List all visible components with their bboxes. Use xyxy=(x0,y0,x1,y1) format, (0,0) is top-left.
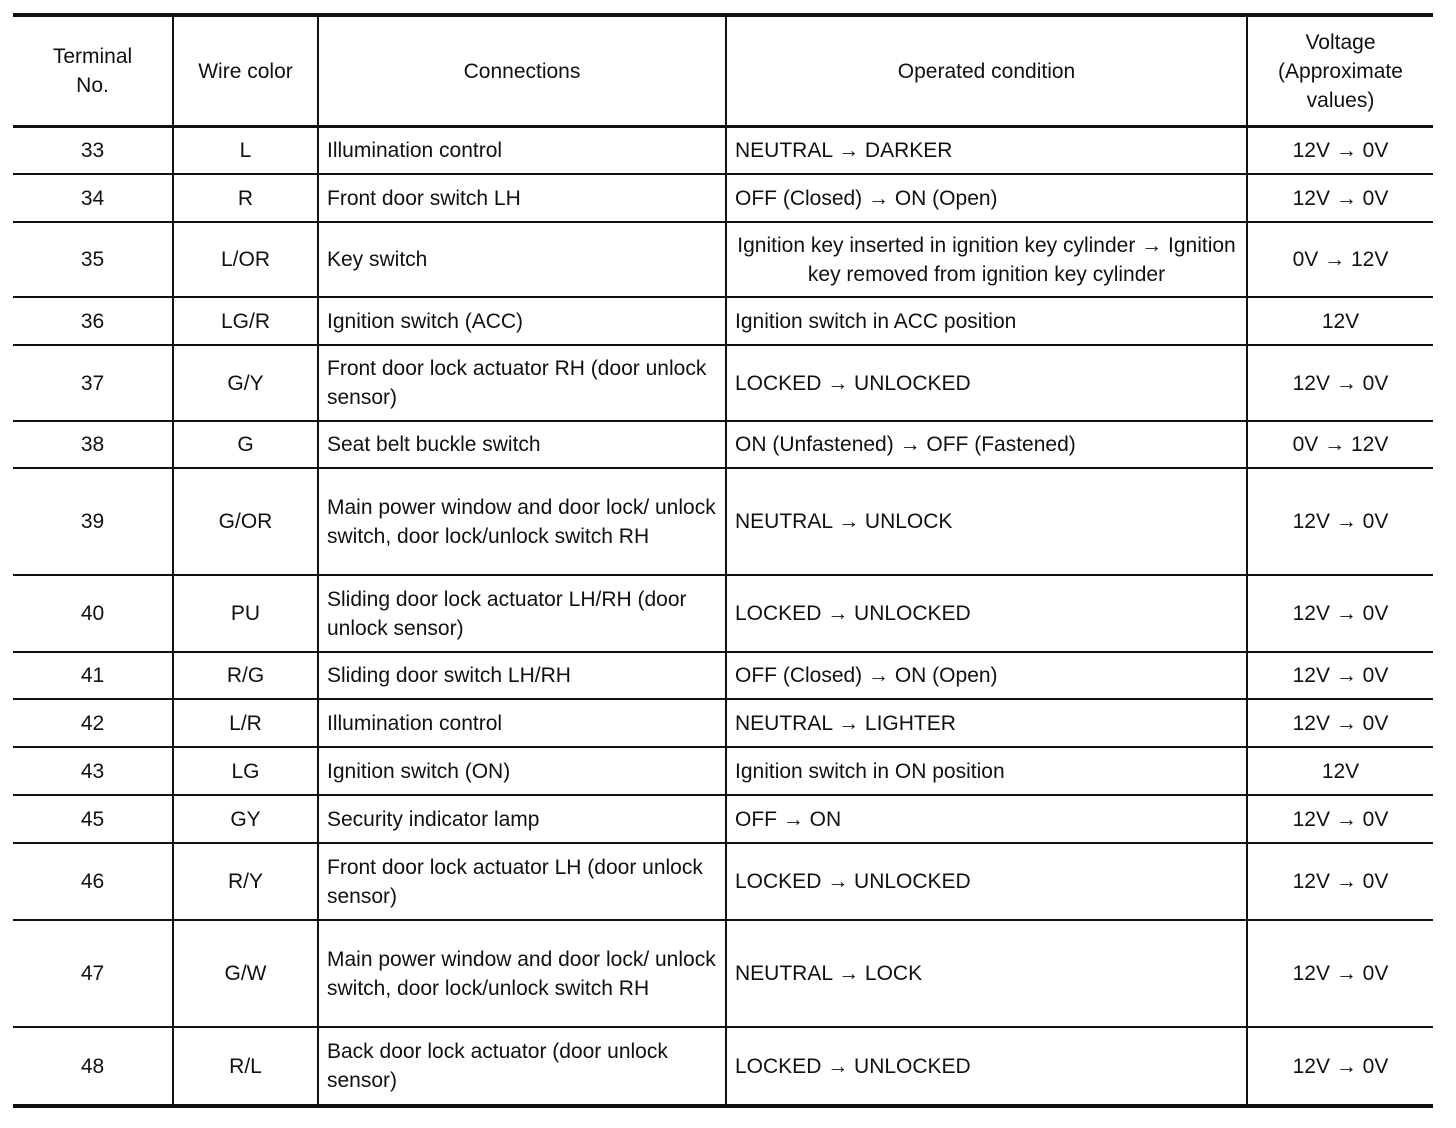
table-row xyxy=(13,652,1433,699)
terminal-no-cell: 38 xyxy=(13,421,173,468)
table-row xyxy=(13,345,1433,421)
wire-color-cell: GY xyxy=(173,795,318,843)
wire-color-cell: PU xyxy=(173,575,318,652)
operated-condition-cell: ON (Unfastened) → OFF (Fastened) xyxy=(726,421,1247,468)
table-row xyxy=(13,920,1433,1027)
wire-color-cell: G xyxy=(173,421,318,468)
connection-cell: Ignition switch (ACC) xyxy=(318,297,726,345)
voltage-cell: 12V → 0V xyxy=(1247,127,1433,175)
connection-cell: Illumination control xyxy=(318,127,726,175)
operated-condition-cell: LOCKED → UNLOCKED xyxy=(726,345,1247,421)
operated-condition-cell: LOCKED → UNLOCKED xyxy=(726,843,1247,920)
voltage-cell: 12V → 0V xyxy=(1247,575,1433,652)
operated-condition-cell: NEUTRAL → LOCK xyxy=(726,920,1247,1027)
terminal-no-cell: 43 xyxy=(13,747,173,795)
connection-cell: Front door lock actuator LH (door unlock sensor) xyxy=(318,843,726,920)
operated-condition-cell: Ignition key inserted in ignition key cylinder → Ignition key removed from ignition key cylinder xyxy=(726,222,1247,297)
table-row xyxy=(13,127,1433,175)
table-row xyxy=(13,174,1433,222)
header-operated-condition: Operated condition xyxy=(726,15,1247,127)
connection-cell: Ignition switch (ON) xyxy=(318,747,726,795)
header-connections: Connections xyxy=(318,15,726,127)
voltage-cell: 12V xyxy=(1247,747,1433,795)
table-row xyxy=(13,843,1433,920)
terminal-no-cell: 36 xyxy=(13,297,173,345)
voltage-cell: 12V → 0V xyxy=(1247,843,1433,920)
wire-color-cell: R/L xyxy=(173,1027,318,1106)
operated-condition-cell: NEUTRAL → DARKER xyxy=(726,127,1247,175)
operated-condition-cell: LOCKED → UNLOCKED xyxy=(726,575,1247,652)
terminal-no-cell: 37 xyxy=(13,345,173,421)
operated-condition-cell: Ignition switch in ACC position xyxy=(726,297,1247,345)
operated-condition-cell: LOCKED → UNLOCKED xyxy=(726,1027,1247,1106)
wire-color-cell: R/G xyxy=(173,652,318,699)
terminal-no-cell: 34 xyxy=(13,174,173,222)
header-wire-color: Wire color xyxy=(173,15,318,127)
table-row xyxy=(13,795,1433,843)
voltage-cell: 0V → 12V xyxy=(1247,222,1433,297)
connection-cell: Main power window and door lock/ unlock switch, door lock/unlock switch RH xyxy=(318,468,726,575)
wire-color-cell: L/R xyxy=(173,699,318,747)
connection-cell: Key switch xyxy=(318,222,726,297)
voltage-cell: 12V → 0V xyxy=(1247,345,1433,421)
voltage-cell: 0V → 12V xyxy=(1247,421,1433,468)
connection-cell: Seat belt buckle switch xyxy=(318,421,726,468)
table-body xyxy=(13,127,1433,1107)
operated-condition-cell: NEUTRAL → UNLOCK xyxy=(726,468,1247,575)
operated-condition-cell: OFF (Closed) → ON (Open) xyxy=(726,174,1247,222)
voltage-cell: 12V → 0V xyxy=(1247,920,1433,1027)
connection-cell: Front door switch LH xyxy=(318,174,726,222)
table-row xyxy=(13,1027,1433,1106)
wire-color-cell: G/Y xyxy=(173,345,318,421)
header-row xyxy=(13,15,1433,127)
operated-condition-cell: OFF → ON xyxy=(726,795,1247,843)
table-row xyxy=(13,747,1433,795)
voltage-cell: 12V → 0V xyxy=(1247,699,1433,747)
operated-condition-cell: Ignition switch in ON position xyxy=(726,747,1247,795)
voltage-cell: 12V xyxy=(1247,297,1433,345)
terminal-no-cell: 47 xyxy=(13,920,173,1027)
header-terminal-no: Terminal No. xyxy=(13,15,173,127)
voltage-cell: 12V → 0V xyxy=(1247,1027,1433,1106)
terminal-no-cell: 33 xyxy=(13,127,173,175)
terminal-no-cell: 45 xyxy=(13,795,173,843)
wire-color-cell: R/Y xyxy=(173,843,318,920)
wire-color-cell: LG/R xyxy=(173,297,318,345)
table-row xyxy=(13,468,1433,575)
terminal-no-cell: 48 xyxy=(13,1027,173,1106)
voltage-cell: 12V → 0V xyxy=(1247,652,1433,699)
terminal-no-cell: 41 xyxy=(13,652,173,699)
table-row xyxy=(13,297,1433,345)
connection-cell: Front door lock actuator RH (door unlock sensor) xyxy=(318,345,726,421)
wire-color-cell: L/OR xyxy=(173,222,318,297)
operated-condition-cell: OFF (Closed) → ON (Open) xyxy=(726,652,1247,699)
wire-color-cell: G/W xyxy=(173,920,318,1027)
terminal-no-cell: 39 xyxy=(13,468,173,575)
terminal-no-cell: 42 xyxy=(13,699,173,747)
terminal-table xyxy=(13,13,1433,1108)
terminal-no-cell: 40 xyxy=(13,575,173,652)
table-row xyxy=(13,575,1433,652)
connection-cell: Sliding door lock actuator LH/RH (door unlock sensor) xyxy=(318,575,726,652)
table-row xyxy=(13,421,1433,468)
connection-cell: Back door lock actuator (door unlock sensor) xyxy=(318,1027,726,1106)
header-voltage: Voltage (Approximate values) xyxy=(1247,15,1433,127)
wire-color-cell: LG xyxy=(173,747,318,795)
table-row xyxy=(13,699,1433,747)
terminal-no-cell: 46 xyxy=(13,843,173,920)
connection-cell: Illumination control xyxy=(318,699,726,747)
connection-cell: Main power window and door lock/ unlock switch, door lock/unlock switch RH xyxy=(318,920,726,1027)
wire-color-cell: R xyxy=(173,174,318,222)
connection-cell: Security indicator lamp xyxy=(318,795,726,843)
operated-condition-cell: NEUTRAL → LIGHTER xyxy=(726,699,1247,747)
voltage-cell: 12V → 0V xyxy=(1247,174,1433,222)
wire-color-cell: L xyxy=(173,127,318,175)
terminal-no-cell: 35 xyxy=(13,222,173,297)
connection-cell: Sliding door switch LH/RH xyxy=(318,652,726,699)
wire-color-cell: G/OR xyxy=(173,468,318,575)
voltage-cell: 12V → 0V xyxy=(1247,795,1433,843)
table-row xyxy=(13,222,1433,297)
voltage-cell: 12V → 0V xyxy=(1247,468,1433,575)
